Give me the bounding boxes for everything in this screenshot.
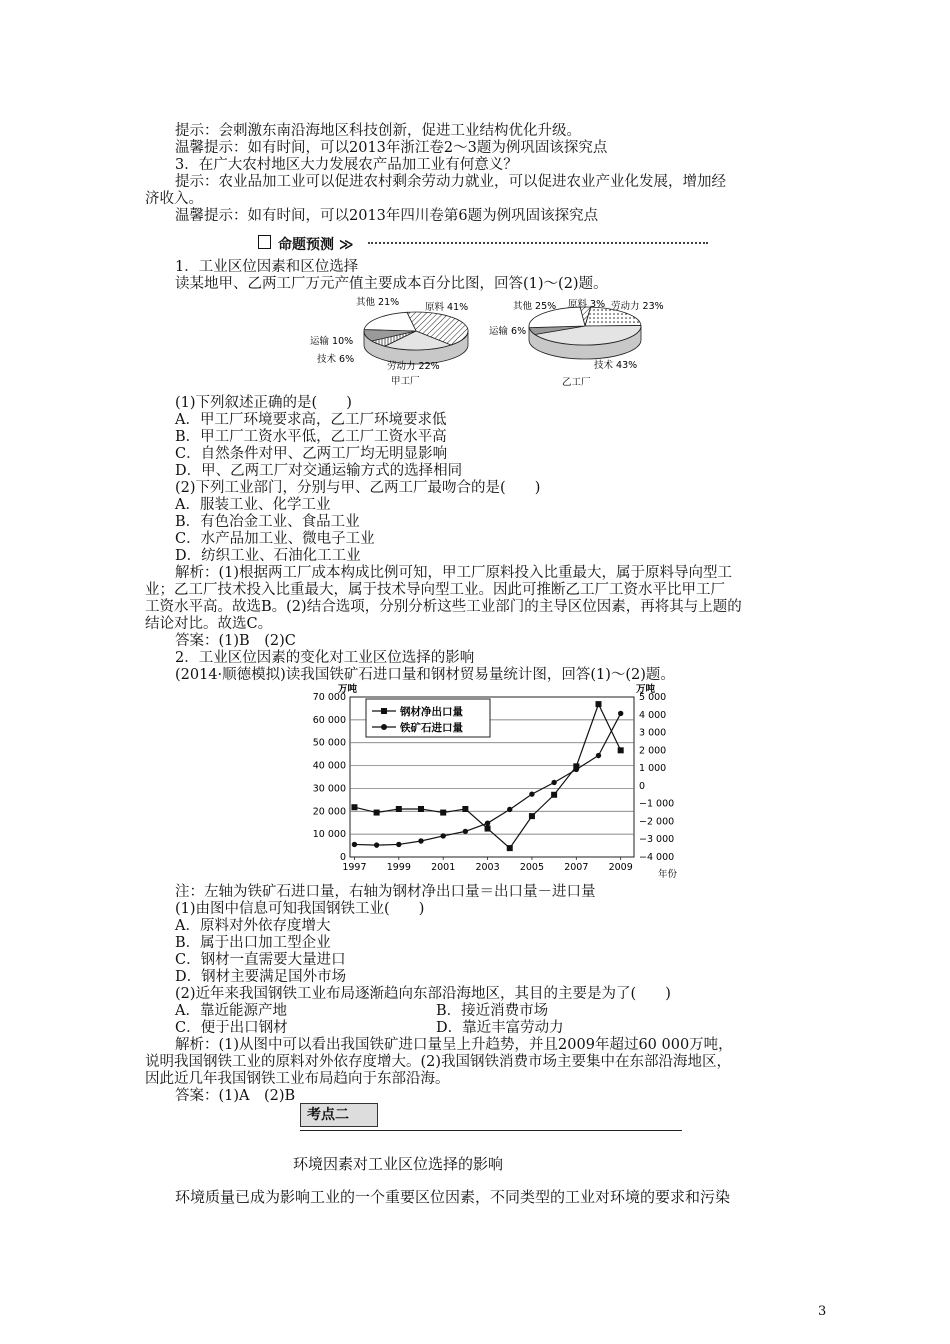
explanation: 结论对比。故选C。: [145, 616, 273, 632]
line-chart: [300, 683, 700, 881]
pie-label: 劳动力 23%: [611, 301, 664, 312]
pencil-icon: [258, 235, 271, 249]
x-tick-label: 2003: [475, 862, 500, 873]
tip-line: 温馨提示：如有时间，可以2013年浙江卷2～3题为例巩固该探究点: [175, 140, 608, 156]
option-a: A．服装工业、化学工业: [175, 497, 331, 513]
option-b: B．有色冶金工业、食品工业: [175, 514, 360, 530]
explanation: 解析：(1)根据两工厂成本构成比例可知，甲工厂原料投入比重最大，属于原料导向型工: [175, 565, 733, 581]
explanation: 说明我国钢铁工业的原料对外依存度增大。(2)我国钢铁消费市场主要集中在东部沿海地区，: [145, 1054, 732, 1070]
chart-legend: [366, 699, 490, 737]
y-left-tick-label: 10 000: [312, 829, 346, 841]
data-point-铁矿石进口量: [574, 767, 579, 772]
y-right-tick-label: 3 000: [639, 727, 667, 739]
section-body: 环境质量已成为影响工业的一个重要区位因素，不同类型的工业对环境的要求和污染: [175, 1188, 731, 1206]
option-a: A．甲工厂环境要求高，乙工厂环境要求低: [175, 412, 447, 428]
option-d: D．甲、乙两工厂对交通运输方式的选择相同: [175, 463, 463, 479]
x-tick-label: 1999: [386, 862, 411, 873]
hint-line: 提示：农业品加工业可以促进农村剩余劳动力就业，可以促进农业产业化发展，增加经: [175, 174, 726, 190]
legend-iron: 铁矿石进口量: [400, 722, 463, 734]
y-left-tick-label: 40 000: [312, 760, 346, 772]
data-point-铁矿石进口量: [374, 842, 379, 847]
kaodian-header: [300, 1103, 682, 1133]
legend-marker-circle: [381, 724, 387, 730]
data-point-铁矿石进口量: [352, 842, 357, 847]
data-point-钢材净出口量: [596, 701, 602, 707]
legend-steel: 钢材净出口量: [400, 706, 463, 718]
pie-jia: [364, 312, 468, 364]
pie-charts: [300, 292, 720, 392]
data-point-铁矿石进口量: [485, 820, 490, 825]
option-b: B．属于出口加工型企业: [175, 935, 331, 951]
x-axis-label: 年份: [658, 869, 678, 880]
data-point-铁矿石进口量: [551, 780, 556, 785]
data-point-钢材净出口量: [507, 845, 513, 851]
right-axis-unit: 万吨: [636, 684, 656, 695]
option-a: A．靠近能源产地: [175, 1003, 287, 1019]
q2-sub1: (1)由图中信息可知我国钢铁工业( ): [175, 901, 425, 917]
pie-label: 运输 6%: [489, 326, 527, 337]
y-left-tick-label: 60 000: [312, 714, 346, 726]
dotted-divider: [368, 242, 708, 244]
data-point-铁矿石进口量: [529, 791, 534, 796]
y-right-tick-label: 2 000: [639, 745, 667, 757]
y-left-tick-label: 70 000: [312, 692, 346, 703]
answer: 答案：(1)A (2)B: [175, 1088, 296, 1104]
prediction-banner: [258, 232, 708, 254]
data-point-铁矿石进口量: [418, 838, 423, 843]
data-point-铁矿石进口量: [596, 753, 601, 758]
y-left-tick-label: 50 000: [312, 737, 346, 749]
banner-label: 命题预测 ≫: [278, 237, 354, 253]
kaodian-rule: [300, 1130, 682, 1131]
legend-marker-square: [381, 708, 387, 714]
hint-line-cont: 济收入。: [145, 191, 203, 207]
x-tick-label: 2001: [431, 862, 456, 873]
option-c: C．便于出口钢材: [175, 1020, 288, 1036]
q1-title: 1．工业区位因素和区位选择: [175, 259, 359, 275]
tip-line: 温馨提示：如有时间，可以2013年四川卷第6题为例巩固该探究点: [175, 208, 599, 224]
section-title: 环境因素对工业区位选择的影响: [293, 1155, 504, 1173]
option-c: C．钢材一直需要大量进口: [175, 952, 346, 968]
y-right-tick-label: −1 000: [639, 798, 675, 810]
pie-title: 乙工厂: [562, 377, 591, 388]
q1-sub2: (2)下列工业部门，分别与甲、乙两工厂最吻合的是( ): [175, 480, 541, 496]
q1-intro: 读某地甲、乙两工厂万元产值主要成本百分比图，回答(1)～(2)题。: [175, 276, 608, 292]
pie-label: 运输 10%: [310, 336, 354, 347]
pie-label: 其他 21%: [356, 297, 400, 308]
option-d: D．纺织工业、石油化工工业: [175, 548, 361, 564]
q1-sub1: (1)下列叙述正确的是( ): [175, 395, 352, 411]
pie-title: 甲工厂: [391, 376, 420, 387]
pie-label: 其他 25%: [513, 301, 557, 312]
question-3: 3．在广大农村地区大力发展农产品加工业有何意义？: [175, 157, 518, 173]
option-d: D．钢材主要满足国外市场: [175, 969, 347, 985]
option-c: C．自然条件对甲、乙两工厂均无明显影响: [175, 446, 448, 462]
y-right-tick-label: −4 000: [639, 852, 675, 863]
data-point-钢材净出口量: [485, 826, 491, 832]
data-point-铁矿石进口量: [618, 711, 623, 716]
pie-label: 技术 43%: [594, 360, 638, 371]
x-tick-label: 1997: [342, 862, 367, 873]
y-right-tick-label: 4 000: [639, 709, 667, 721]
data-point-钢材净出口量: [374, 810, 380, 816]
data-point-铁矿石进口量: [396, 842, 401, 847]
q2-title: 2．工业区位因素的变化对工业区位选择的影响: [175, 650, 475, 666]
option-c: C．水产品加工业、微电子工业: [175, 531, 375, 547]
pie-label: 劳动力 22%: [387, 361, 440, 372]
y-right-tick-label: −3 000: [639, 834, 675, 846]
page-number: 3: [818, 1304, 827, 1319]
data-point-钢材净出口量: [618, 747, 624, 753]
explanation: 工资水平高。故选B。(2)结合选项，分别分析这些工业部门的主导区位因素，再将其与上题的: [145, 599, 742, 615]
q2-sub2: (2)近年来我国钢铁工业布局逐渐趋向东部沿海地区，其目的主要是为了( ): [175, 986, 671, 1002]
data-point-铁矿石进口量: [463, 829, 468, 834]
y-left-tick-label: 30 000: [312, 783, 346, 795]
q2-intro: (2014·顺德模拟)读我国铁矿石进口量和钢材贸易量统计图，回答(1)～(2)题。: [175, 667, 675, 683]
data-point-钢材净出口量: [351, 804, 357, 810]
answer: 答案：(1)B (2)C: [175, 633, 296, 649]
data-point-钢材净出口量: [440, 810, 446, 816]
kaodian-label: 考点二: [300, 1103, 378, 1127]
option-d: D．靠近丰富劳动力: [436, 1020, 564, 1036]
pie-yi: [529, 307, 641, 359]
data-point-钢材净出口量: [551, 792, 557, 798]
option-a: A．原料对外依存度增大: [175, 918, 331, 934]
data-point-钢材净出口量: [418, 806, 424, 812]
y-left-tick-label: 20 000: [312, 806, 346, 818]
x-tick-label: 2005: [519, 862, 545, 873]
y-right-tick-label: 1 000: [639, 763, 667, 775]
y-right-tick-label: 5 000: [639, 692, 667, 703]
data-point-钢材净出口量: [396, 806, 402, 812]
data-point-铁矿石进口量: [507, 807, 512, 812]
chart-note: 注：左轴为铁矿石进口量，右轴为钢材净出口量＝出口量－进口量: [175, 884, 596, 900]
explanation: 因此近几年我国钢铁工业布局趋向于东部沿海。: [145, 1071, 450, 1087]
x-tick-label: 2009: [608, 862, 633, 873]
data-point-钢材净出口量: [529, 813, 535, 819]
y-right-tick-label: 0: [639, 780, 646, 792]
option-b: B．甲工厂工资水平低，乙工厂工资水平高: [175, 429, 447, 445]
data-point-铁矿石进口量: [440, 833, 445, 838]
explanation: 解析：(1)从图中可以看出我国铁矿进口量呈上升趋势，并且2009年超过60 000万吨，: [175, 1037, 733, 1053]
explanation: 业；乙工厂技术投入比重最大，属于技术导向型工业。因此可推断乙工厂工资水平比甲工厂: [145, 582, 725, 598]
pie-label: 原料 3%: [568, 299, 606, 310]
left-axis-unit: 万吨: [338, 684, 358, 695]
pie-label: 技术 6%: [317, 354, 355, 365]
y-right-tick-label: −2 000: [639, 816, 675, 828]
y-left-tick-label: 0: [339, 852, 346, 863]
x-tick-label: 2007: [564, 862, 589, 873]
data-point-钢材净出口量: [462, 806, 468, 812]
pie-slice-其他: [364, 312, 416, 331]
hint-line: 提示：会刺激东南沿海地区科技创新，促进工业结构优化升级。: [175, 123, 581, 139]
pie-label: 原料 41%: [425, 302, 469, 313]
option-b: B．接近消费市场: [436, 1003, 549, 1019]
